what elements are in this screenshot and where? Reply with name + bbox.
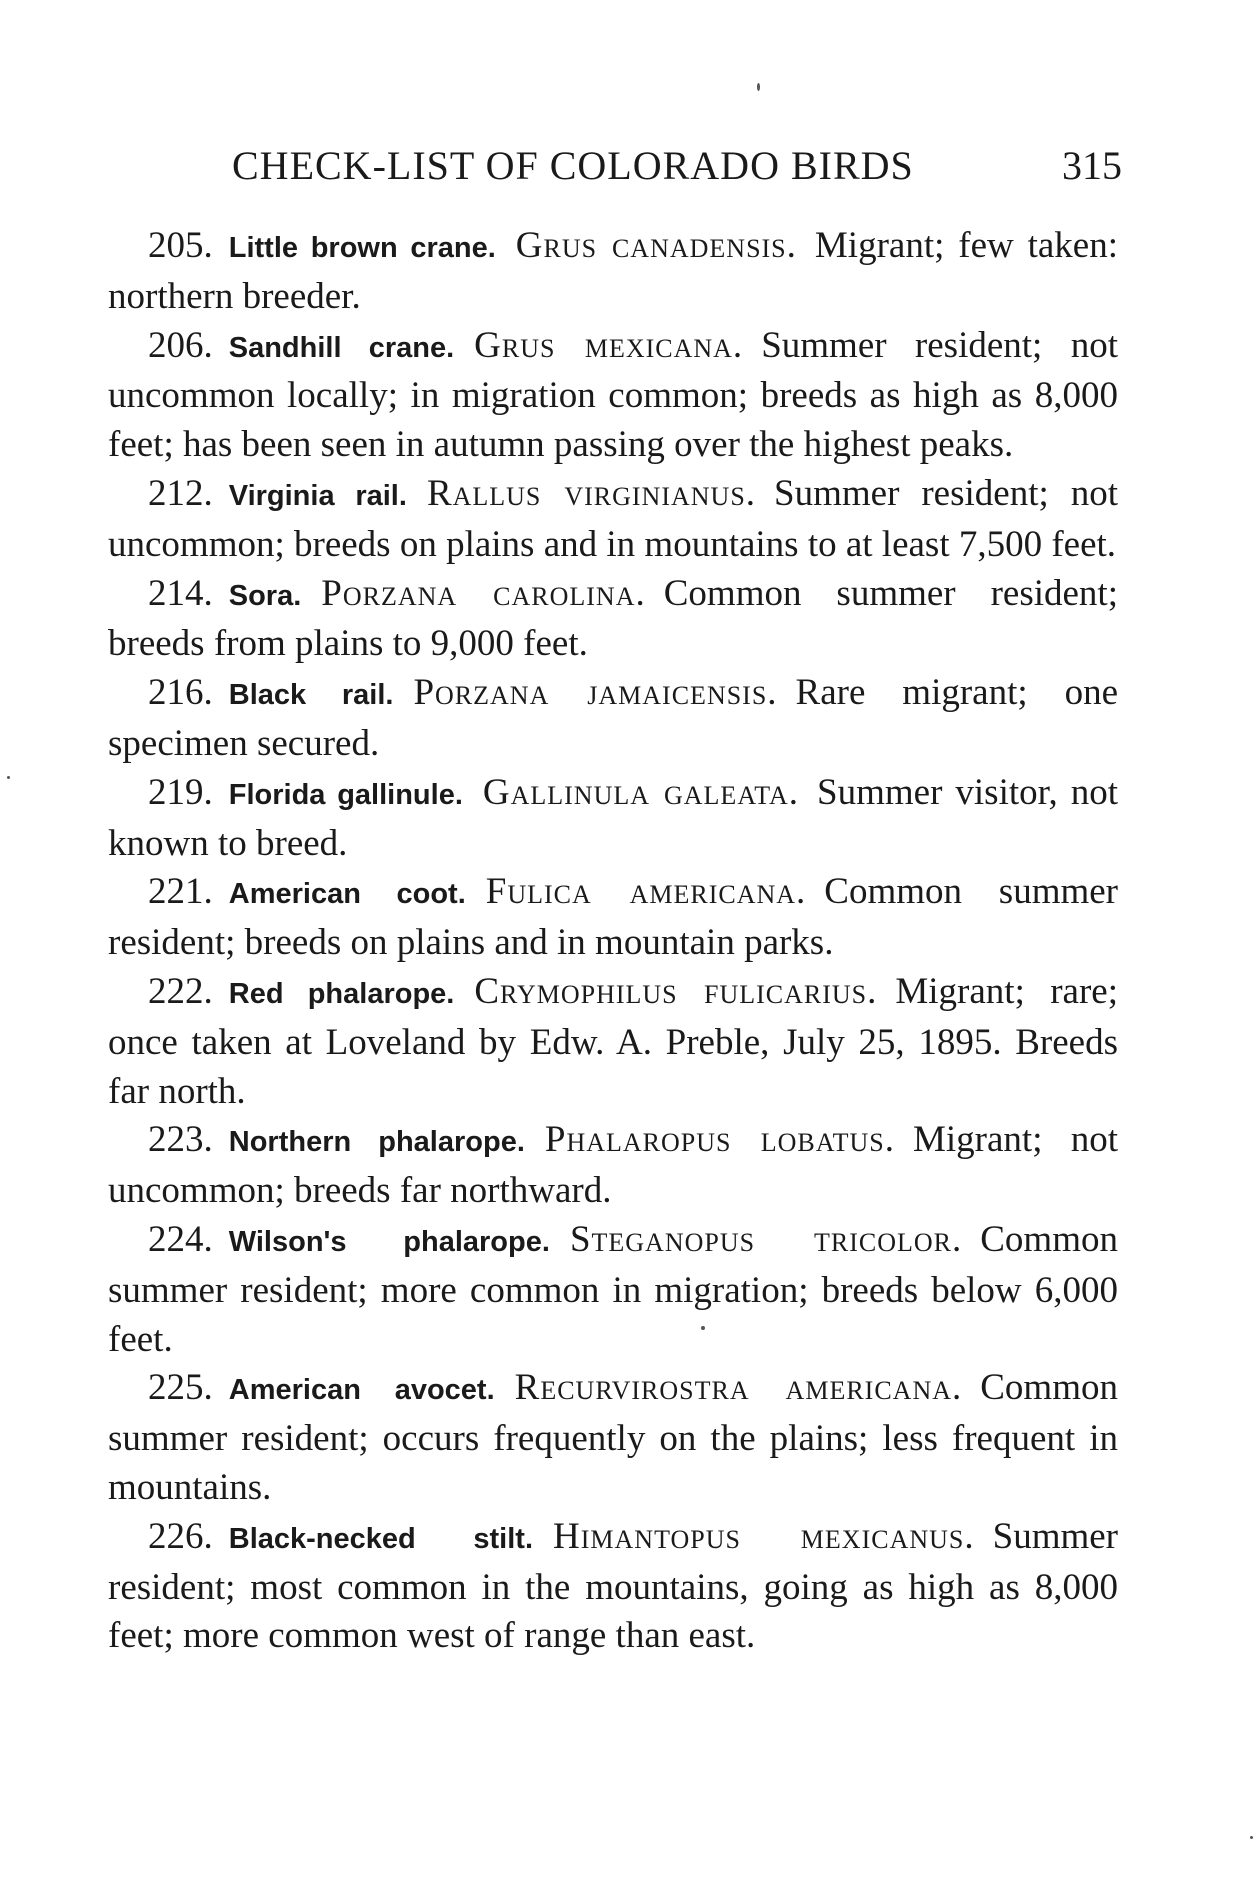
bird-entry bbox=[108, 322, 1118, 470]
bird-entry bbox=[108, 968, 1118, 1116]
bird-entry bbox=[108, 222, 1118, 322]
entry-text: Summer resident; most common in the mountains, going as high as 8,000 feet; more common west of range than east. bbox=[108, 1515, 1119, 1657]
entry-number: 214. bbox=[148, 572, 213, 614]
print-speck bbox=[757, 83, 760, 91]
bird-entry bbox=[108, 1116, 1118, 1216]
scientific-name: Grus canadensis. bbox=[515, 225, 797, 266]
entry-text: Migrant; few taken: northern breeder. bbox=[108, 225, 1118, 317]
running-header bbox=[232, 136, 1122, 196]
scientific-name: Gallinula galeata. bbox=[482, 771, 800, 813]
page-number: 315 bbox=[1062, 143, 1122, 188]
entry-text: Common summer resident; breeds on plains and in mountain parks. bbox=[108, 871, 1118, 964]
bird-entry bbox=[108, 1513, 1118, 1661]
scientific-name: Fulica americana. bbox=[485, 871, 807, 913]
common-name: Wilson's phalarope. bbox=[228, 1225, 550, 1258]
entry-text: Common summer resident; more common in migration; breeds below 6,000 feet. bbox=[108, 1218, 1118, 1360]
common-name: Northern phalarope. bbox=[228, 1126, 525, 1159]
scientific-name: Rallus virginianus. bbox=[426, 472, 757, 514]
scientific-name: Steganopus tricolor. bbox=[569, 1218, 963, 1260]
entry-text: Summer visitor, not known to breed. bbox=[108, 771, 1118, 864]
bird-entry bbox=[108, 1364, 1118, 1512]
common-name: American coot. bbox=[228, 878, 466, 911]
entry-number: 205. bbox=[148, 225, 213, 266]
bird-entry bbox=[108, 470, 1118, 570]
entry-number: 206. bbox=[148, 324, 213, 366]
common-name: Little brown crane. bbox=[228, 232, 496, 264]
entry-number: 224. bbox=[148, 1218, 213, 1260]
common-name: Black-necked stilt. bbox=[228, 1522, 534, 1555]
scientific-name: Recurvirostra americana. bbox=[514, 1367, 963, 1409]
entry-text: Migrant; rare; once taken at Loveland by Edw. A. Preble, July 25, 1895. Breeds far north. bbox=[108, 970, 1118, 1112]
checklist-body bbox=[108, 222, 1118, 1661]
entry-text: Migrant; not uncommon; breeds far northward. bbox=[108, 1119, 1118, 1212]
bird-entry bbox=[108, 669, 1118, 769]
common-name: Sora. bbox=[228, 579, 302, 612]
entry-number: 226. bbox=[148, 1515, 213, 1557]
entry-number: 222. bbox=[148, 970, 213, 1012]
scientific-name: Himantopus mexicanus. bbox=[553, 1515, 975, 1557]
common-name: American avocet. bbox=[228, 1374, 495, 1407]
scientific-name: Porzana carolina. bbox=[321, 572, 646, 614]
scientific-name: Phalaropus lobatus. bbox=[544, 1119, 895, 1161]
bird-entry bbox=[108, 570, 1118, 670]
scientific-name: Crymophilus fulicarius. bbox=[474, 970, 878, 1012]
scientific-name: Porzana jamaicensis. bbox=[413, 672, 778, 714]
entry-text: Common summer resident; breeds from plains to 9,000 feet. bbox=[108, 572, 1118, 665]
entry-text: Summer resident; not uncommon locally; in migration common; breeds as high as 8,000 feet; has been seen in autumn passing over the highest peaks. bbox=[108, 324, 1118, 466]
entry-number: 212. bbox=[148, 472, 213, 514]
entry-text: Rare migrant; one specimen secured. bbox=[108, 672, 1118, 764]
entry-number: 216. bbox=[148, 672, 213, 714]
bird-entry bbox=[108, 868, 1118, 968]
print-speck bbox=[1250, 1836, 1253, 1839]
common-name: Sandhill crane. bbox=[228, 331, 455, 364]
print-speck bbox=[7, 776, 10, 779]
entry-number: 223. bbox=[148, 1119, 213, 1161]
entry-number: 219. bbox=[148, 771, 213, 813]
print-speck bbox=[701, 1326, 705, 1330]
entry-text: Common summer resident; occurs frequently on the plains; less frequent in mountains. bbox=[108, 1367, 1118, 1508]
bird-entry bbox=[108, 1216, 1118, 1364]
entry-text: Summer resident; not uncommon; breeds on plains and in mountains to at least 7,500 feet. bbox=[108, 472, 1118, 565]
common-name: Virginia rail. bbox=[228, 479, 407, 512]
common-name: Florida gallinule. bbox=[228, 778, 463, 811]
entry-number: 225. bbox=[148, 1367, 213, 1409]
common-name: Black rail. bbox=[228, 679, 394, 712]
bird-entry bbox=[108, 769, 1118, 869]
scientific-name: Grus mexicana. bbox=[474, 324, 744, 366]
entry-number: 221. bbox=[148, 871, 213, 913]
running-title: CHECK-LIST OF COLORADO BIRDS bbox=[232, 143, 914, 188]
common-name: Red phalarope. bbox=[228, 977, 455, 1010]
